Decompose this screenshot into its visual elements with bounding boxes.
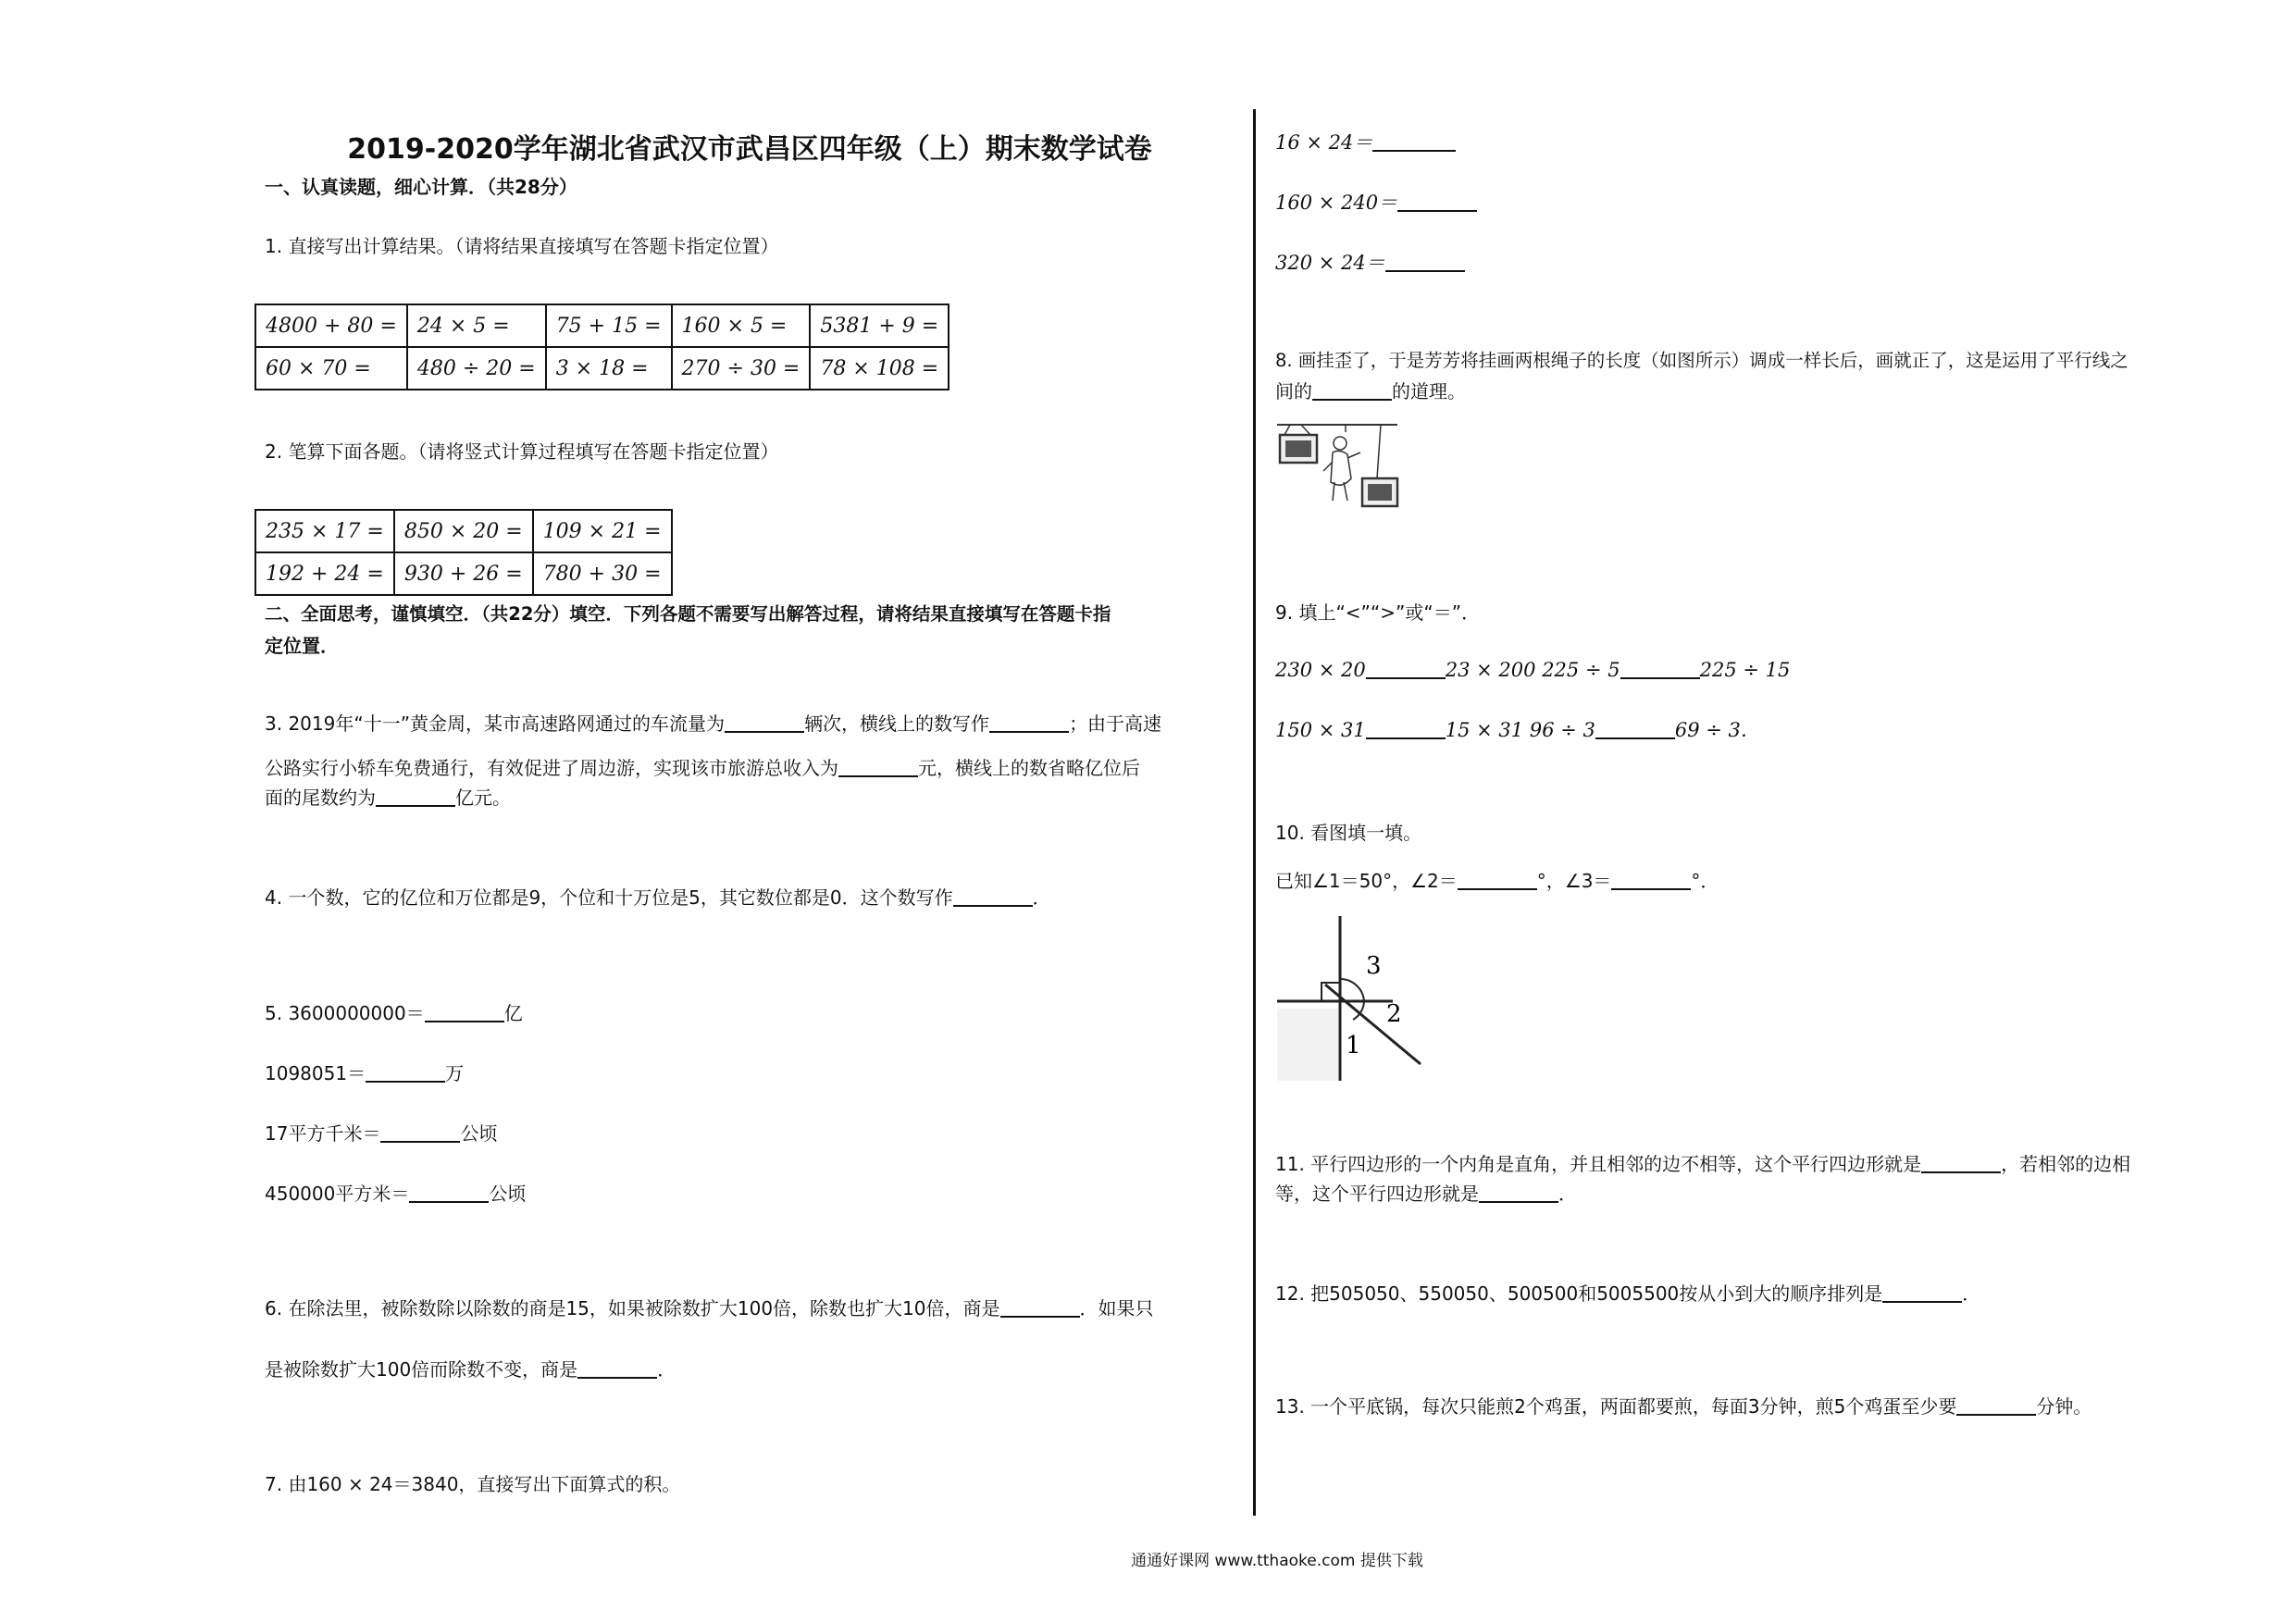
answer-blank[interactable]: [1312, 380, 1392, 401]
answer-blank[interactable]: [989, 712, 1069, 733]
q7-text: 16 × 24＝: [1275, 131, 1373, 154]
q9-row-2: [1275, 717, 1760, 743]
question-13: [1275, 1394, 2091, 1419]
q10-text: °．: [1691, 870, 1719, 892]
angle-label-2: 2: [1386, 1000, 1402, 1028]
q11-text: ．: [1558, 1183, 1577, 1205]
question-5-row-2: [265, 1060, 464, 1086]
question-6-line-2: [265, 1357, 676, 1382]
question-2: 2. 笔算下面各题。（请将竖式计算过程填写在答题卡指定位置）: [265, 440, 779, 463]
q13-text: 13. 一个平底锅，每次只能煎2个鸡蛋，两面都要煎，每面3分钟，煎5个鸡蛋至少要: [1275, 1395, 1957, 1418]
q6-text: 是被除数扩大100倍而除数不变，商是: [265, 1358, 578, 1381]
table-cell: 5381 + 9 =: [810, 304, 949, 347]
question-4: [265, 885, 1051, 911]
page-title: 2019-2020学年湖北省武汉市武昌区四年级（上）期末数学试卷: [347, 133, 1152, 166]
q9-row-1: [1275, 657, 1790, 683]
question-9: 9. 填上“<”“>”或“＝”．: [1275, 601, 1481, 624]
answer-blank[interactable]: [366, 1062, 445, 1083]
answer-blank[interactable]: [838, 757, 918, 777]
question-6: [265, 1295, 1154, 1321]
q4-text: 4. 一个数，它的亿位和万位都是9，个位和十万位是5，其它数位都是0．这个数写作: [265, 886, 953, 909]
question-10: 10. 看图填一填。: [1275, 822, 1422, 844]
angle-label-3: 3: [1366, 952, 1382, 980]
answer-blank[interactable]: [1882, 1282, 1962, 1303]
table-cell: 4800 + 80 =: [255, 304, 407, 347]
q6-text: ．如果只: [1079, 1297, 1154, 1319]
answer-blank[interactable]: [1397, 192, 1477, 212]
question-10-given: [1275, 868, 1719, 894]
answer-blank[interactable]: [1458, 870, 1537, 890]
table-cell: 109 × 21 =: [533, 510, 672, 552]
question-11-line-2: [1275, 1181, 1577, 1207]
answer-blank[interactable]: [1595, 719, 1675, 739]
q5-text: 1098051＝: [265, 1062, 366, 1084]
answer-blank[interactable]: [1000, 1297, 1080, 1318]
hanging-picture-illustration: [1277, 421, 1402, 514]
q12-text: 12. 把505050、550050、500500和5005500按从小到大的顺序排列是: [1275, 1282, 1883, 1305]
q7-text: 320 × 24＝: [1275, 252, 1385, 274]
q2-table: [254, 509, 673, 596]
answer-blank[interactable]: [1611, 870, 1691, 890]
page-footer: 通通好课网 www.tthaoke.com 提供下载: [1131, 1552, 1423, 1570]
table-row: [255, 552, 672, 595]
table-cell: 192 + 24 =: [255, 552, 394, 595]
q7-row-3: [1275, 250, 1465, 276]
table-cell: 60 × 70 =: [255, 347, 407, 390]
question-12: [1275, 1281, 1980, 1307]
section-1-heading: 一、认真读题，细心计算．（共28分）: [265, 176, 577, 198]
q1-table: [254, 304, 949, 390]
column-divider: [1253, 109, 1256, 1516]
q3-text: 元，横线上的数省略亿位后: [918, 757, 1140, 779]
answer-blank[interactable]: [577, 1358, 657, 1379]
q3-text: 辆次，横线上的数写作: [804, 712, 990, 735]
q8-text: 间的: [1275, 380, 1312, 403]
question-7: 7. 由160 × 24＝3840，直接写出下面算式的积。: [265, 1473, 681, 1495]
table-row: [255, 510, 672, 552]
question-3-line-2: [265, 755, 1140, 781]
table-row: [255, 347, 949, 390]
q9-text: 230 × 20: [1275, 659, 1366, 681]
answer-blank[interactable]: [380, 1122, 460, 1143]
answer-blank[interactable]: [376, 787, 455, 807]
q5-text: 公顷: [489, 1183, 527, 1205]
question-1: 1. 直接写出计算结果。（请将结果直接填写在答题卡指定位置）: [265, 235, 779, 257]
q5-text: 万: [445, 1062, 465, 1084]
table-cell: 24 × 5 =: [407, 304, 546, 347]
question-5-row-3: [265, 1121, 497, 1146]
answer-blank[interactable]: [725, 712, 804, 733]
q5-text: 450000平方米＝: [265, 1183, 410, 1205]
angle-label-1: 1: [1346, 1032, 1361, 1059]
q7-row-2: [1275, 190, 1477, 216]
q9-text: 69 ÷ 3．: [1674, 719, 1760, 741]
q9-text: 150 × 31: [1275, 719, 1366, 741]
table-cell: 78 × 108 =: [810, 347, 949, 390]
table-cell: 480 ÷ 20 =: [407, 347, 546, 390]
question-3: [265, 711, 1161, 737]
q3-text: 3. 2019年“十一”黄金周，某市高速路网通过的车流量为: [265, 712, 726, 735]
answer-blank[interactable]: [1620, 659, 1700, 679]
q13-text: 分钟。: [2036, 1395, 2092, 1418]
table-cell: 75 + 15 =: [546, 304, 672, 347]
q7-row-1: [1275, 130, 1456, 155]
section-2-heading-cont: 定位置．: [265, 635, 339, 657]
q11-text: 11. 平行四边形的一个内角是直角，并且相邻的边不相等，这个平行四边形就是: [1275, 1153, 1922, 1175]
question-5-row-4: [265, 1181, 526, 1207]
answer-blank[interactable]: [1372, 131, 1456, 152]
q8-text: 的道理。: [1392, 380, 1466, 403]
q3-text: 面的尾数约为: [265, 787, 376, 809]
answer-blank[interactable]: [1385, 252, 1465, 272]
answer-blank[interactable]: [1921, 1153, 2001, 1173]
angle-diagram: [1277, 916, 1425, 1083]
answer-blank[interactable]: [1366, 659, 1446, 679]
q5-text: 17平方千米＝: [265, 1122, 381, 1145]
question-5: [265, 1000, 523, 1026]
q10-text: °，∠3＝: [1536, 870, 1612, 892]
table-cell: 780 + 30 =: [533, 552, 672, 595]
q9-text: 225 ÷ 15: [1699, 659, 1791, 681]
table-cell: 3 × 18 =: [546, 347, 672, 390]
table-cell: 270 ÷ 30 =: [672, 347, 811, 390]
question-3-line-3: [265, 785, 511, 811]
table-cell: 160 × 5 =: [672, 304, 811, 347]
table-cell: 930 + 26 =: [394, 552, 533, 595]
q6-text: 6. 在除法里，被除数除以除数的商是15，如果被除数扩大100倍，除数也扩大10倍，商是: [265, 1297, 1000, 1319]
q3-text: 亿元。: [455, 787, 511, 809]
question-8: 8. 画挂歪了，于是芳芳将挂画两根绳子的长度（如图所示）调成一样长后，画就正了，这是运用了平行线之: [1275, 350, 2128, 371]
q10-text: 已知∠1＝50°，∠2＝: [1275, 870, 1458, 892]
q7-text: 160 × 240＝: [1275, 192, 1398, 214]
section-2-heading: 二、全面思考，谨慎填空．（共22分）填空．下列各题不需要写出解答过程，请将结果直接填写在答题卡指: [265, 603, 1111, 625]
table-cell: 850 × 20 =: [394, 510, 533, 552]
q4-text: ．: [1032, 886, 1051, 909]
answer-blank[interactable]: [409, 1183, 489, 1203]
q5-text: 公顷: [460, 1122, 498, 1145]
table-cell: 235 × 17 =: [255, 510, 394, 552]
q11-text: 等，这个平行四边形就是: [1275, 1183, 1479, 1205]
q6-text: ．: [657, 1358, 676, 1381]
q9-text: 15 × 31 96 ÷ 3: [1445, 719, 1595, 741]
q12-text: ．: [1962, 1282, 1981, 1305]
answer-blank[interactable]: [1366, 719, 1446, 739]
q5-text: 亿: [503, 1002, 523, 1024]
q3-text: ；由于高速: [1069, 712, 1162, 735]
question-8-line-2: [1275, 378, 1466, 404]
question-11: [1275, 1151, 2130, 1177]
table-row: [255, 304, 949, 347]
q9-text: 23 × 200 225 ÷ 5: [1445, 659, 1620, 681]
answer-blank[interactable]: [1479, 1183, 1558, 1203]
q11-text: ，若相邻的边相: [2001, 1153, 2131, 1175]
answer-blank[interactable]: [425, 1002, 504, 1022]
q3-text: 公路实行小轿车免费通行，有效促进了周边游，实现该市旅游总收入为: [265, 757, 838, 779]
answer-blank[interactable]: [1956, 1395, 2036, 1416]
q5-text: 5. 3600000000＝: [265, 1002, 425, 1024]
answer-blank[interactable]: [953, 886, 1033, 907]
